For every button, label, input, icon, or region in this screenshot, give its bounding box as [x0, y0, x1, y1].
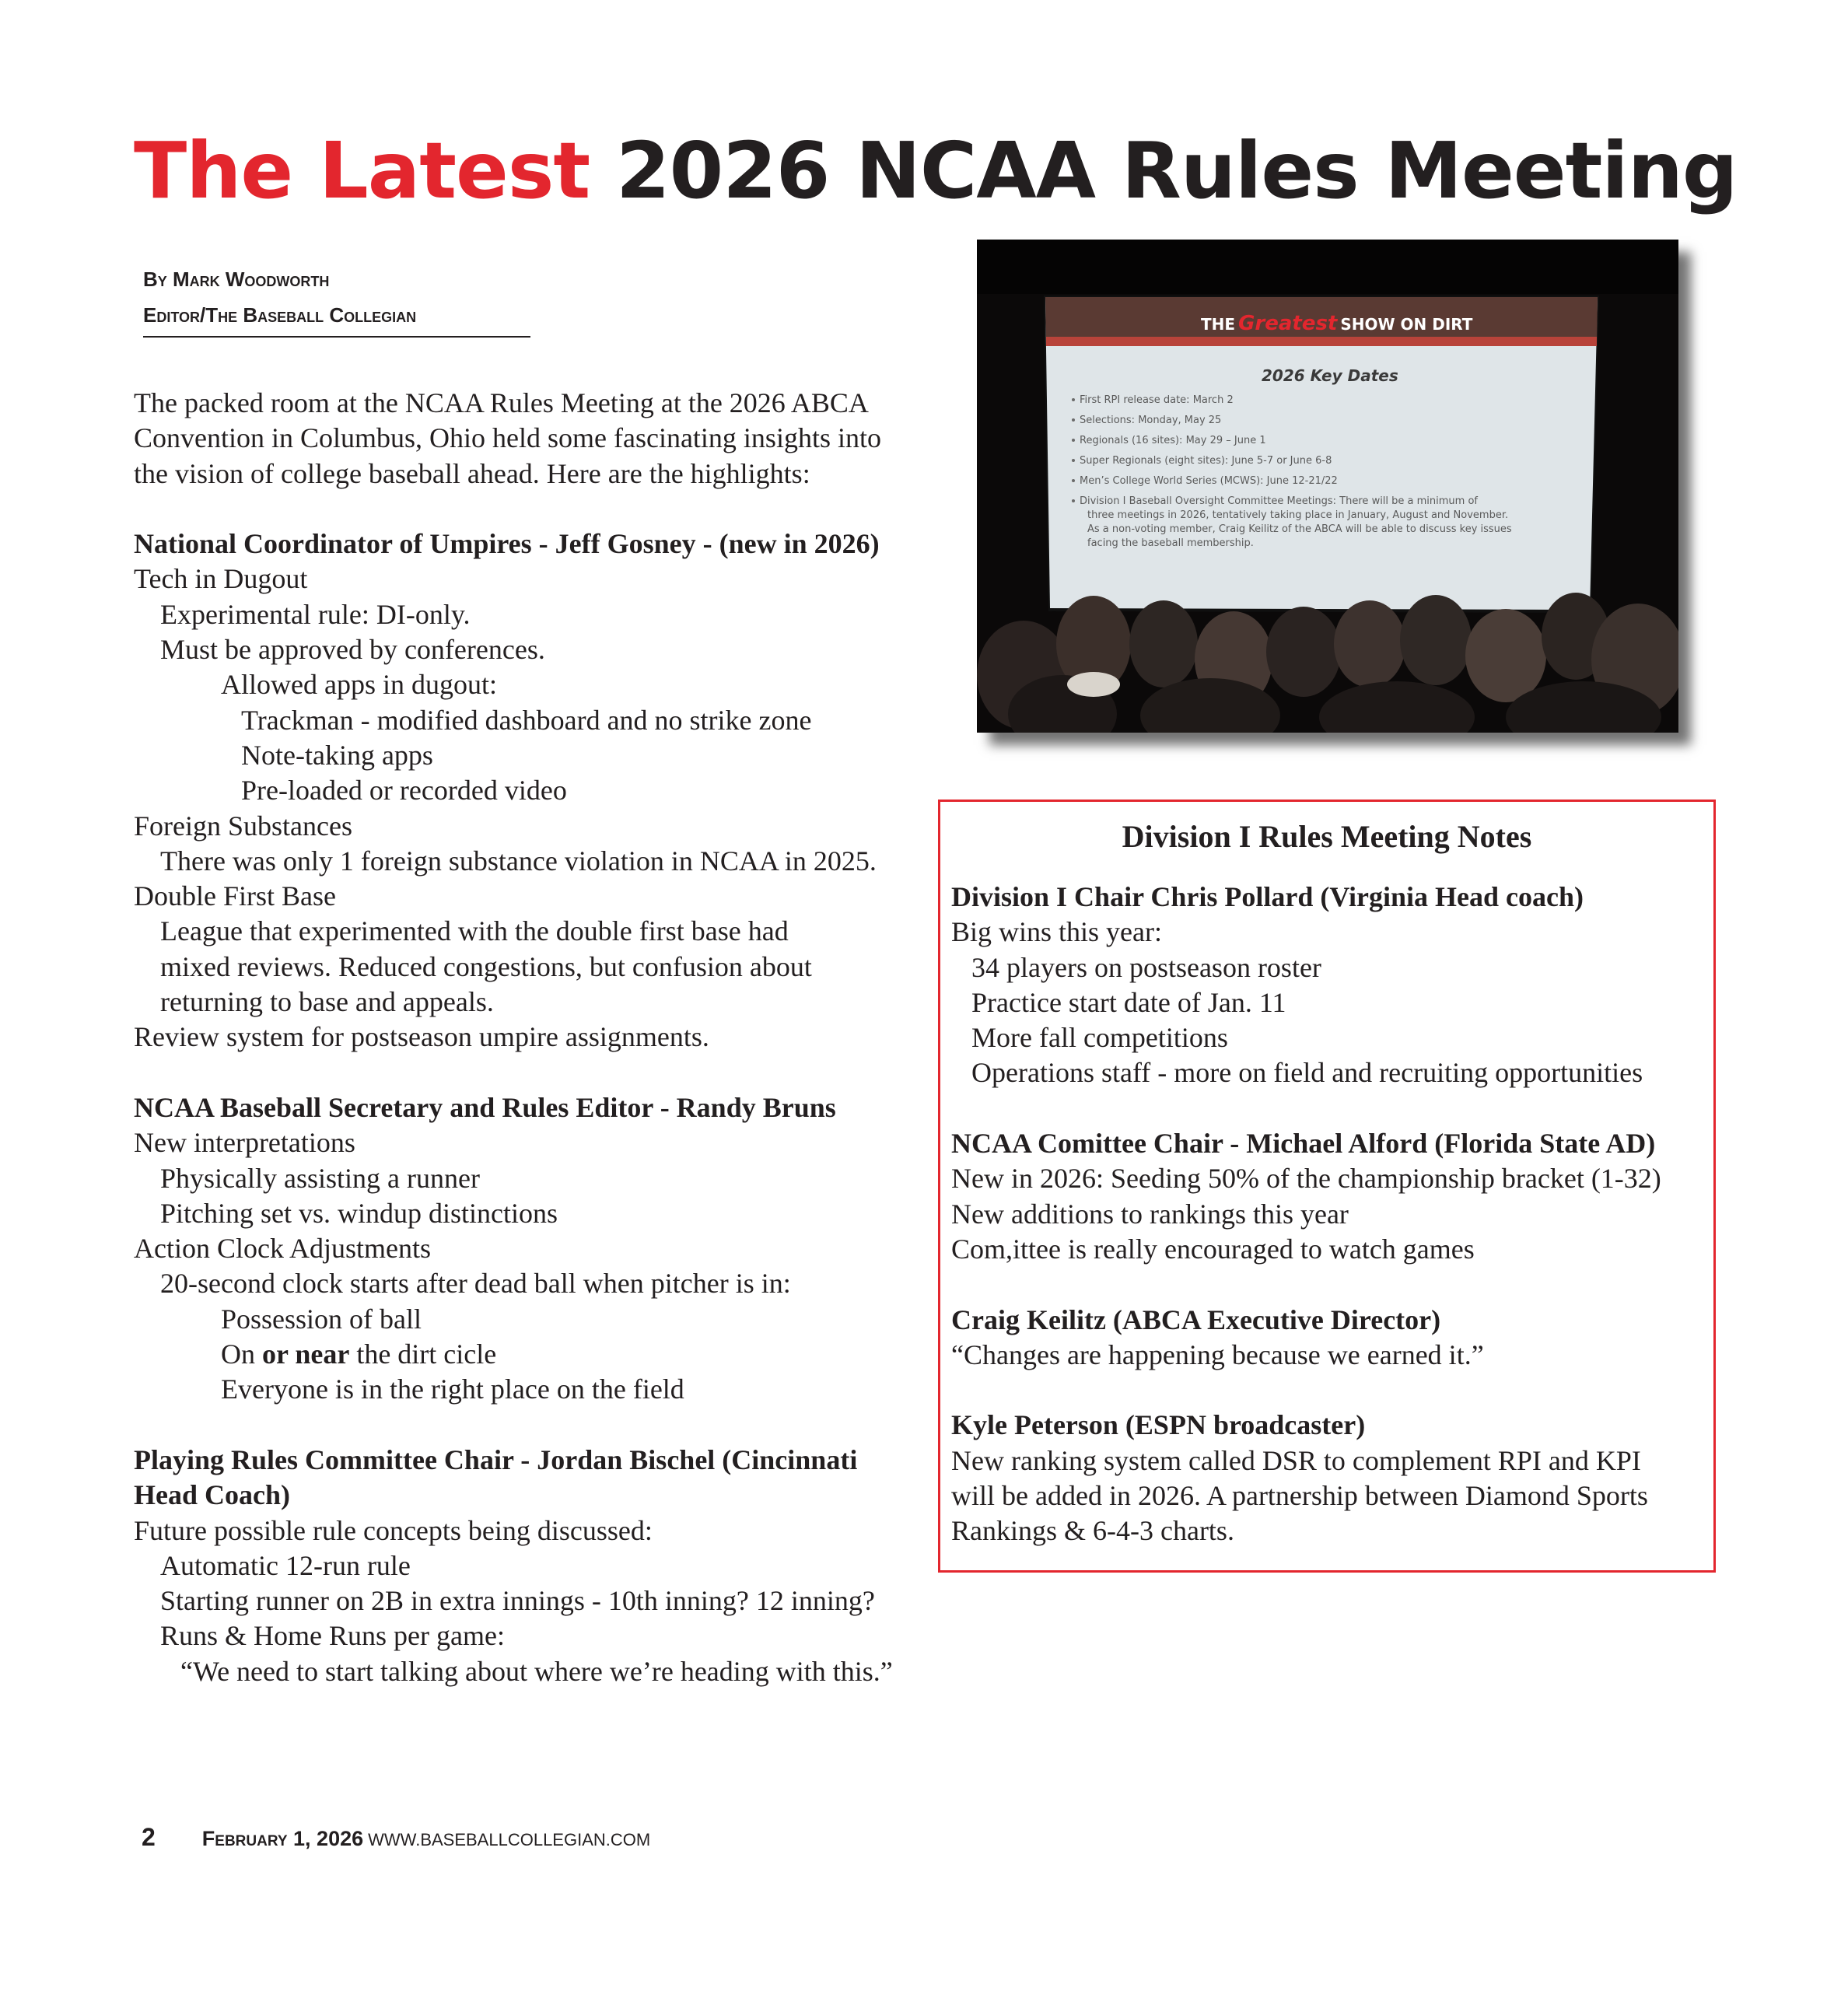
list-item: Pitching set vs. windup distinctions: [160, 1197, 558, 1229]
meeting-photo: [977, 240, 1678, 733]
page-number: 2: [142, 1823, 156, 1851]
list-item: Automatic 12-run rule: [160, 1549, 411, 1581]
topic-future-rules: Future possible rule concepts being discussed:: [134, 1514, 653, 1546]
notes-heading-keilitz: Craig Keilitz (ABCA Executive Director): [951, 1303, 1441, 1335]
notes-line: Big wins this year:: [951, 916, 1162, 948]
list-item: Must be approved by conferences.: [160, 634, 545, 666]
slide-bullet: Regionals (16 sites): May 29 – June 1: [1080, 435, 1266, 446]
notes-box-body: [951, 880, 1706, 1549]
topic-new-interpretations: New interpretations: [134, 1127, 355, 1159]
notes-list-item: More fall competitions: [971, 1022, 1228, 1054]
spacer: [951, 1267, 1706, 1302]
notes-quote: “Changes are happening because we earned it.”: [951, 1338, 1484, 1370]
notes-sidebar-box: [938, 800, 1716, 1573]
byline-divider: [143, 336, 530, 338]
list-item: Starting runner on 2B in extra innings - 10th inning? 12 inning?: [160, 1585, 875, 1617]
byline-role: Editor/The Baseball Collegian: [143, 303, 417, 327]
list-item: On or near the dirt cicle: [221, 1338, 497, 1370]
list-item: Everyone is in the right place on the field: [221, 1373, 684, 1405]
list-item: Allowed apps in dugout:: [221, 669, 497, 701]
spacer: [951, 1373, 1706, 1408]
list-item: Physically assisting a runner: [160, 1162, 480, 1194]
slide-bullet: As a non-voting member, Craig Keilitz of the ABCA will be able to discuss key issues: [1087, 523, 1512, 535]
notes-line: will be added in 2026. A partnership between Diamond Sports: [951, 1480, 1648, 1512]
page-footer: [142, 1823, 650, 1852]
notes-heading-alford: NCAA Comittee Chair - Michael Alford (Florida State AD): [951, 1128, 1656, 1160]
notes-line: Rankings & 6-4-3 charts.: [951, 1515, 1234, 1547]
spacer: [134, 492, 935, 527]
notes-heading-peterson: Kyle Peterson (ESPN broadcaster): [951, 1409, 1366, 1441]
spacer: [134, 1408, 935, 1443]
website-link[interactable]: WWW.BASEBALLCOLLEGIAN.COM: [368, 1830, 651, 1849]
topic-review-system: Review system for postseason umpire assignments.: [134, 1021, 709, 1053]
emphasis: or near: [262, 1338, 350, 1370]
list-item: Trackman - modified dashboard and no strike zone: [241, 704, 812, 736]
notes-line: New in 2026: Seeding 50% of the championship bracket (1-32): [951, 1163, 1661, 1195]
list-item: Experimental rule: DI-only.: [160, 598, 471, 630]
slide-bullet: three meetings in 2026, tentatively taking place in January, August and November.: [1087, 509, 1509, 521]
notes-line: Com,ittee is really encouraged to watch games: [951, 1233, 1475, 1265]
article-body: [134, 386, 935, 1689]
topic-double-first-base: Double First Base: [134, 880, 336, 912]
list-item: There was only 1 foreign substance violation in NCAA in 2025.: [160, 845, 877, 877]
notes-list-item: Practice start date of Jan. 11: [971, 986, 1286, 1018]
section-heading-rules-editor: NCAA Baseball Secretary and Rules Editor - Randy Bruns: [134, 1091, 836, 1123]
byline: [143, 261, 532, 333]
slide-bullet: First RPI release date: March 2: [1080, 394, 1234, 406]
notes-box-title: Division I Rules Meeting Notes: [1122, 819, 1532, 854]
list-item: 20-second clock starts after dead ball when pitcher is in:: [160, 1268, 791, 1300]
notes-line: New ranking system called DSR to complement RPI and KPI: [951, 1444, 1641, 1476]
slide-bullet: Selections: Monday, May 25: [1080, 415, 1222, 426]
notes-heading-pollard: Division I Chair Chris Pollard (Virginia Head coach): [951, 881, 1584, 912]
list-item: Pre-loaded or recorded video: [241, 775, 567, 807]
headline: [134, 124, 1798, 218]
topic-foreign-substances: Foreign Substances: [134, 810, 352, 842]
notes-list-item: 34 players on postseason roster: [971, 951, 1321, 983]
slide-bullet: Men’s College World Series (MCWS): June 12-21/22: [1080, 475, 1338, 487]
quote: “We need to start talking about where we’re heading with this.”: [180, 1655, 893, 1687]
slide-bullet: facing the baseball membership.: [1087, 537, 1254, 549]
section-heading-umpires: National Coordinator of Umpires - Jeff Gosney - (new in 2026): [134, 528, 880, 560]
slide-bullet: Super Regionals (eight sites): June 5-7 or June 6-8: [1080, 455, 1332, 467]
slide-bullet: Division I Baseball Oversight Committee Meetings: There will be a minimum of: [1080, 495, 1479, 507]
spacer: [134, 1055, 935, 1090]
slide-brand: THE Greatest SHOW ON DIRT: [1201, 312, 1473, 335]
list-item: Runs & Home Runs per game:: [160, 1620, 505, 1652]
list-item: Note-taking apps: [241, 739, 433, 771]
topic-action-clock: Action Clock Adjustments: [134, 1233, 431, 1265]
list-item: returning to base and appeals.: [160, 986, 494, 1018]
intro-paragraph: The packed room at the NCAA Rules Meeting at the 2026 ABCA Convention in Columbus, Ohio held some fascinating insights into the vision of college baseball ahead. Here are the highlights:: [134, 387, 881, 489]
issue-date: February 1, 2026: [201, 1827, 364, 1850]
list-item: League that experimented with the double first base had: [160, 915, 789, 947]
spacer: [951, 1091, 1706, 1126]
notes-list-item: Operations staff - more on field and recruiting opportunities: [971, 1057, 1643, 1089]
list-item: mixed reviews. Reduced congestions, but confusion about: [160, 950, 812, 982]
byline-author: By Mark Woodworth: [143, 268, 330, 291]
list-item: Possession of ball: [221, 1303, 422, 1335]
headline-highlight: The Latest: [134, 125, 590, 216]
slide-title: 2026 Key Dates: [1262, 366, 1398, 385]
headline-main: 2026 NCAA Rules Meeting: [616, 125, 1738, 216]
section-heading-playing-rules: Playing Rules Committee Chair - Jordan Bischel (Cincinnati: [134, 1443, 858, 1475]
topic-tech-in-dugout: Tech in Dugout: [134, 563, 308, 595]
notes-line: New additions to rankings this year: [951, 1198, 1349, 1230]
slide-screen-illustration: [977, 240, 1678, 733]
section-heading-playing-rules-cont: Head Coach): [134, 1479, 290, 1511]
